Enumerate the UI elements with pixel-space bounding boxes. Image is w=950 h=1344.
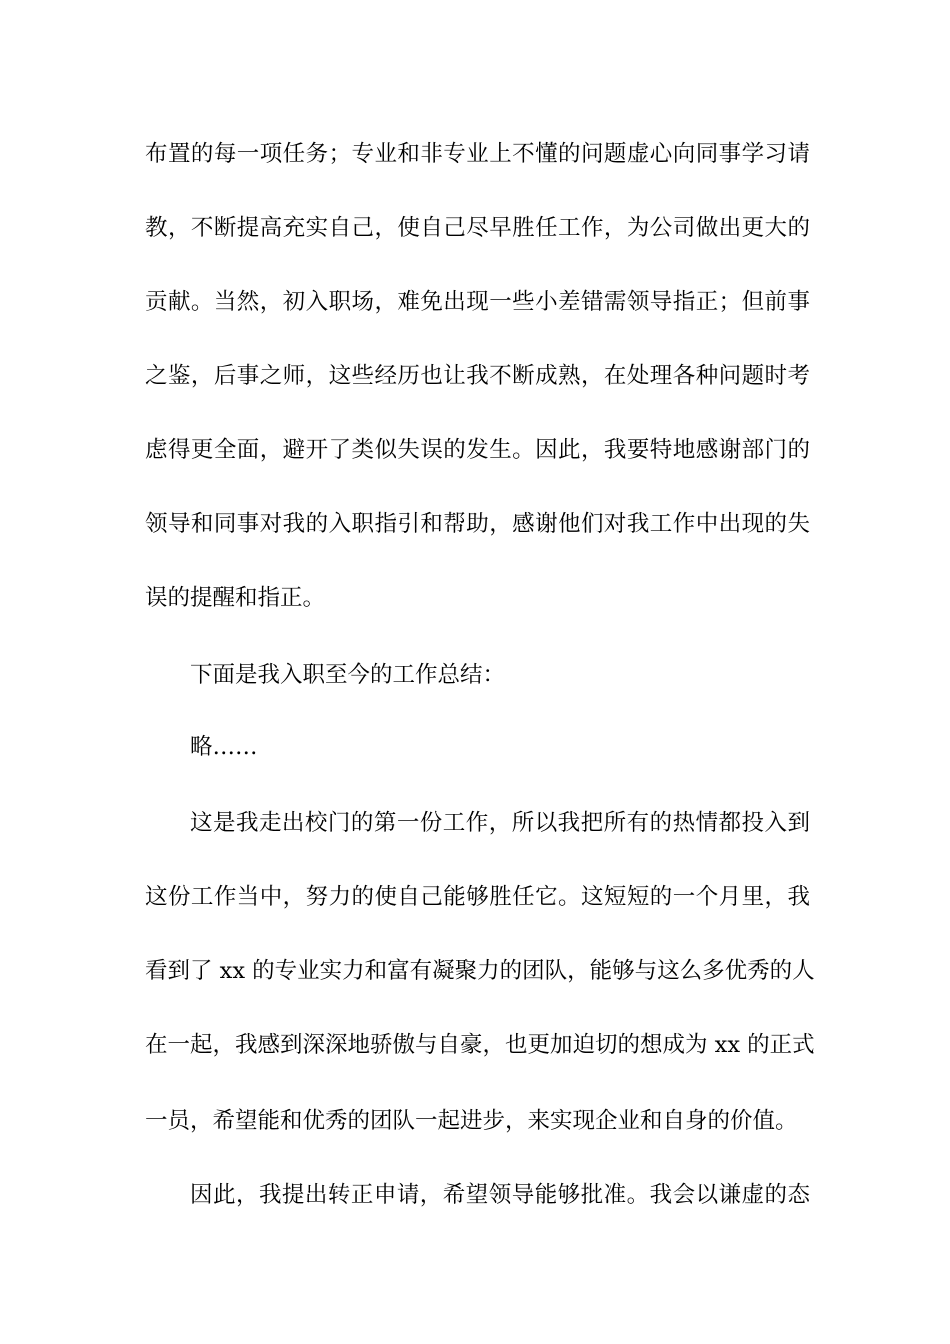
paragraph-line: 布置的每一项任务；专业和非专业上不懂的问题虚心向同事学习请 [145, 141, 810, 167]
paragraph-line: 因此，我提出转正申请，希望领导能够批准。我会以谦虚的态 [190, 1182, 810, 1208]
paragraph-line: 一员，希望能和优秀的团队一起进步，来实现企业和自身的价值。 [145, 1108, 798, 1134]
paragraph-line: 领导和同事对我的入职指引和帮助，感谢他们对我工作中出现的失 [145, 511, 810, 537]
paragraph-line: 这是我走出校门的第一份工作，所以我把所有的热情都投入到 [190, 810, 810, 836]
paragraph-line: 下面是我入职至今的工作总结： [190, 662, 506, 688]
paragraph-line: 看到了 xx 的专业实力和富有凝聚力的团队，能够与这么多优秀的人 [145, 958, 815, 984]
paragraph-line: 教，不断提高充实自己，使自己尽早胜任工作，为公司做出更大的 [145, 215, 810, 241]
paragraph-line: 在一起，我感到深深地骄傲与自豪，也更加迫切的想成为 xx 的正式 [145, 1032, 815, 1058]
paragraph-line: 略…… [190, 734, 258, 760]
paragraph-line: 虑得更全面，避开了类似失误的发生。因此，我要特地感谢部门的 [145, 437, 810, 463]
paragraph-line: 之鉴，后事之师，这些经历也让我不断成熟，在处理各种问题时考 [145, 363, 810, 389]
paragraph-line: 贡献。当然，初入职场，难免出现一些小差错需领导指正；但前事 [145, 289, 810, 315]
paragraph-line: 这份工作当中，努力的使自己能够胜任它。这短短的一个月里，我 [145, 884, 810, 910]
paragraph-line: 误的提醒和指正。 [145, 585, 326, 611]
